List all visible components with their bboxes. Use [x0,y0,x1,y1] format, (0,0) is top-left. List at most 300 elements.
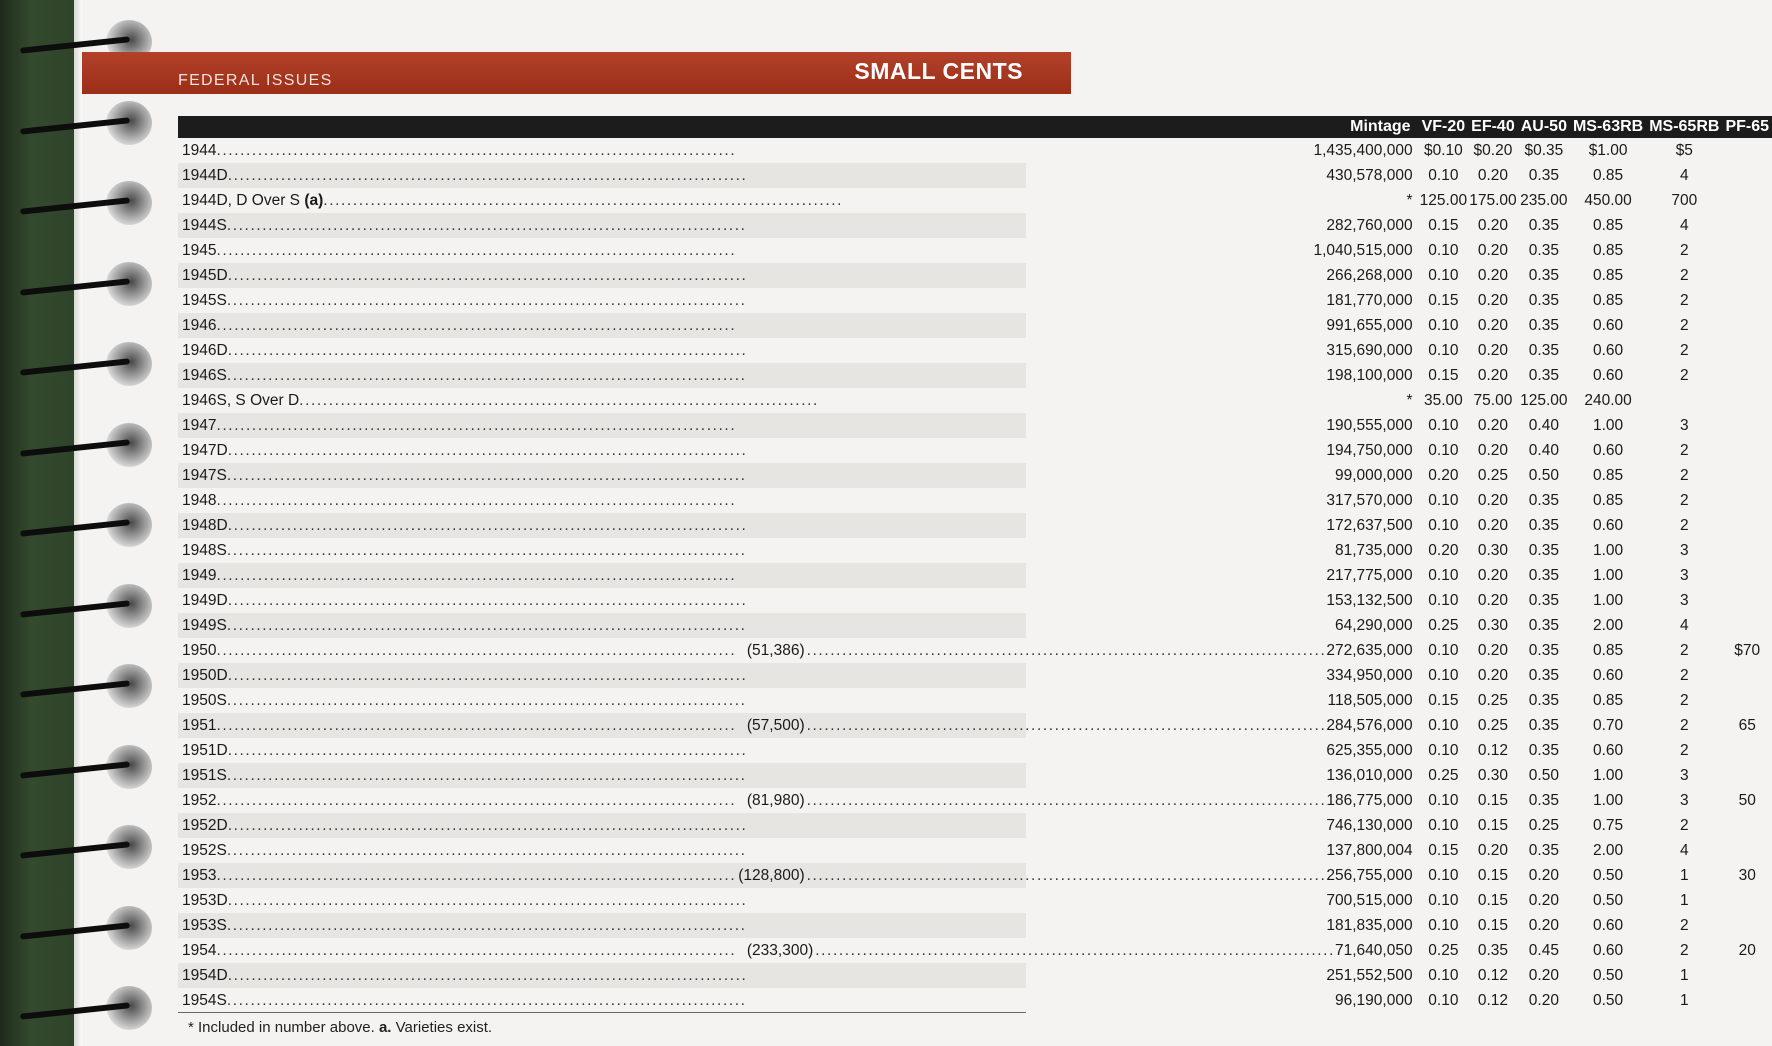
leader-dots [228,738,1327,763]
price-au50: 0.20 [1528,967,1559,984]
leader-dots [216,313,1326,338]
price-vf20: 0.25 [1428,942,1459,959]
price-au50: $0.35 [1524,142,1564,159]
price-pf65 [1722,913,1772,938]
price-pf65 [1722,888,1772,913]
price-pf65: 30 [1738,867,1756,884]
price-ms65: 1 [1680,967,1689,984]
price-au50: 0.35 [1528,567,1559,584]
price-au50: 0.35 [1528,792,1559,809]
table-row [178,513,1772,538]
binding-coil [20,262,158,306]
mintage: 198,100,000 [1326,367,1413,384]
table-row [178,738,1772,763]
price-au50: 0.35 [1528,592,1559,609]
row-label-cell [178,213,1419,238]
table-row [178,338,1772,363]
price-ms63: 0.85 [1593,642,1624,659]
price-ms63: 0.85 [1593,217,1624,234]
mintage: * [1406,192,1413,209]
col-header-ms65rb: MS-65RB [1646,116,1722,138]
price-ms63: 0.60 [1593,667,1624,684]
price-vf20: 0.10 [1428,242,1459,259]
coin-date: 1947S [182,467,227,484]
price-ms63: 0.85 [1593,267,1624,284]
price-au50: 0.20 [1528,992,1559,1009]
leader-dots [228,888,1327,913]
leader-dots [227,288,1327,313]
price-vf20: 0.10 [1428,167,1459,184]
row-label-cell [178,913,1419,938]
row-label-cell [178,288,1419,313]
binding-coil [20,503,158,547]
binding-coil [20,745,158,789]
price-pf65 [1722,513,1772,538]
table-row [178,213,1772,238]
price-pf65 [1722,288,1772,313]
coin-date: 1949 [182,567,217,584]
price-au50: 0.35 [1528,617,1559,634]
price-ef40: 175.00 [1469,192,1517,209]
mintage: 172,637,500 [1326,517,1413,534]
price-au50: 0.20 [1528,892,1559,909]
price-pf65 [1722,738,1772,763]
row-label-cell [178,613,1419,638]
table-row [178,563,1772,588]
row-label-cell [178,688,1419,713]
price-ef40: 0.20 [1477,592,1509,609]
table-row [178,488,1772,513]
price-ms65: 2 [1680,642,1689,659]
mintage: 153,132,500 [1326,592,1413,609]
price-ef40: 0.30 [1477,617,1509,634]
row-label-cell [178,488,1419,513]
price-ms63: 0.60 [1593,367,1624,384]
price-ef40: 0.12 [1477,742,1509,759]
variety-note: (a) [304,192,324,209]
mintage: 334,950,000 [1326,667,1413,684]
coin-date: 1949D [182,592,228,609]
price-ef40: 75.00 [1473,392,1513,409]
price-pf65 [1722,838,1772,863]
price-vf20: 0.10 [1428,592,1459,609]
price-vf20: 0.20 [1428,542,1459,559]
table-row [178,813,1772,838]
price-ms65: 2 [1680,817,1689,834]
price-vf20: 0.10 [1428,792,1459,809]
price-pf65 [1722,138,1772,163]
table-row [178,838,1772,863]
row-label-cell [178,788,1419,813]
table-row [178,638,1772,663]
price-ef40: 0.30 [1477,767,1509,784]
price-vf20: 0.10 [1428,417,1459,434]
price-ef40: 0.25 [1477,717,1509,734]
price-ms63: 1.00 [1593,542,1624,559]
price-vf20: 0.10 [1428,492,1459,509]
footnote [188,1019,492,1036]
proof-mintage: (51,386) [746,642,805,659]
price-au50: 0.50 [1528,767,1559,784]
coin-date: 1946S, S Over D [182,392,300,409]
mintage: 71,640,050 [1335,942,1413,959]
price-vf20: $0.10 [1423,142,1463,159]
leader-dots [228,438,1327,463]
table-row [178,313,1772,338]
price-ef40: 0.15 [1477,867,1509,884]
table-row [178,413,1772,438]
row-label-cell [178,338,1419,363]
mintage: 256,755,000 [1326,867,1413,884]
leader-dots [807,638,1327,663]
proof-mintage: (57,500) [746,717,805,734]
price-ms65: 2 [1680,267,1689,284]
col-header-vf20: VF-20 [1419,116,1469,138]
price-au50: 0.35 [1528,842,1559,859]
price-ms63: 1.00 [1593,567,1624,584]
leader-dots [227,688,1328,713]
table-row [178,588,1772,613]
price-pf65 [1722,388,1772,413]
table-row [178,263,1772,288]
price-ms65: 3 [1680,417,1689,434]
leader-dots [216,713,744,738]
binding-coil [20,906,158,950]
table-row [178,663,1772,688]
row-label-cell [178,763,1419,788]
leader-dots [216,488,1326,513]
table-row [178,763,1772,788]
price-vf20: 0.15 [1428,292,1459,309]
price-vf20: 0.10 [1428,567,1459,584]
price-ms65: 1 [1680,892,1689,909]
coin-date: 1945 [182,242,217,259]
row-label-cell [178,838,1419,863]
row-label-cell [178,863,1419,888]
table-row [178,288,1772,313]
coin-date: 1951S [182,767,227,784]
table-row [178,438,1772,463]
price-pf65 [1722,488,1772,513]
leader-dots [228,963,1327,988]
price-au50: 0.35 [1528,517,1559,534]
price-ms63: 0.70 [1593,717,1624,734]
row-label-cell [178,713,1419,738]
price-pf65: $70 [1734,642,1761,659]
price-ms63: 0.60 [1593,742,1624,759]
price-ef40: 0.20 [1477,317,1509,334]
price-pf65 [1722,413,1772,438]
col-header-au50: AU-50 [1518,116,1570,138]
price-pf65 [1722,663,1772,688]
leader-dots [228,513,1327,538]
mintage: 282,760,000 [1326,217,1413,234]
row-label-cell [178,513,1419,538]
row-label-cell [178,888,1419,913]
price-ms63: 2.00 [1593,617,1624,634]
coin-date: 1952 [182,792,217,809]
footnote-a-label: a. [378,1019,392,1036]
price-ms63: 0.85 [1593,692,1624,709]
price-ef40: 0.25 [1477,692,1509,709]
leader-dots [228,813,1327,838]
price-pf65 [1722,813,1772,838]
coin-date: 1950D [182,667,228,684]
table-row [178,938,1772,963]
price-ef40: 0.25 [1477,467,1509,484]
price-ef40: 0.20 [1477,667,1509,684]
mintage: 315,690,000 [1326,342,1413,359]
price-vf20: 0.10 [1428,517,1459,534]
row-label-cell [178,463,1419,488]
table-header-row [178,116,1772,138]
price-ms65 [1646,388,1722,413]
table-row [178,463,1772,488]
mintage: 272,635,000 [1326,642,1413,659]
price-ms63: 240.00 [1584,392,1632,409]
price-ms63: 0.60 [1593,317,1624,334]
mintage: 194,750,000 [1326,442,1413,459]
price-ms63: 0.85 [1593,167,1624,184]
price-ms65: 1 [1680,867,1689,884]
price-au50: 0.35 [1528,367,1559,384]
price-ef40: 0.20 [1477,342,1509,359]
price-ms63: 2.00 [1593,842,1624,859]
price-pf65 [1722,313,1772,338]
price-au50: 0.35 [1528,492,1559,509]
price-pf65 [1722,338,1772,363]
page-title: SMALL CENTS [854,58,1023,84]
col-header-ef40: EF-40 [1468,116,1518,138]
price-ms63: 1.00 [1593,767,1624,784]
price-ef40: 0.35 [1477,942,1509,959]
price-vf20: 35.00 [1423,392,1463,409]
price-au50: 125.00 [1520,392,1568,409]
price-pf65: 20 [1738,942,1756,959]
leader-dots [227,463,1335,488]
price-ms63: 0.85 [1593,467,1624,484]
leader-dots [227,538,1335,563]
price-ms65: 2 [1680,917,1689,934]
price-ms63: 1.00 [1593,792,1624,809]
price-ef40: 0.15 [1477,917,1509,934]
binding-coil [20,423,158,467]
col-header-pf65: PF-65 [1722,116,1772,138]
price-au50: 0.40 [1528,417,1559,434]
price-ef40: 0.20 [1477,567,1509,584]
price-vf20: 0.10 [1428,917,1459,934]
binding-coil [20,101,158,145]
mintage: 284,576,000 [1326,717,1413,734]
coin-date: 1944S [182,217,227,234]
price-au50: 0.35 [1528,717,1559,734]
price-ms65: $5 [1675,142,1693,159]
leader-dots [227,988,1335,1013]
mintage: 251,552,500 [1326,967,1413,984]
coin-date: 1944D, D Over S (a) [182,192,324,209]
proof-mintage: (81,980) [746,792,805,809]
price-ms65: 1 [1680,992,1689,1009]
coin-date: 1948S [182,542,227,559]
price-au50: 0.35 [1528,667,1559,684]
price-ef40: 0.20 [1477,242,1509,259]
price-vf20: 0.15 [1428,842,1459,859]
row-label-cell [178,638,1419,663]
price-table [178,116,1772,1013]
leader-dots [807,788,1327,813]
price-ef40: 0.20 [1477,417,1509,434]
price-pf65 [1722,163,1772,188]
row-label-cell [178,138,1419,163]
price-ef40: 0.12 [1477,992,1509,1009]
price-au50: 0.20 [1528,917,1559,934]
binding-coil [20,664,158,708]
price-ms65: 2 [1680,492,1689,509]
leader-dots [216,638,744,663]
price-ms63: 1.00 [1593,417,1624,434]
coin-date: 1953 [182,867,217,884]
price-ef40: 0.20 [1477,492,1509,509]
price-pf65: 50 [1738,792,1756,809]
binding-coil [20,181,158,225]
table-body [178,138,1772,1013]
mintage: * [1406,392,1413,409]
price-ms63: 450.00 [1584,192,1632,209]
price-ms65: 2 [1680,942,1689,959]
row-label-cell [178,438,1419,463]
coin-date: 1953D [182,892,228,909]
col-header-ms63rb: MS-63RB [1570,116,1646,138]
mintage: 266,268,000 [1326,267,1413,284]
price-ms63: $1.00 [1588,142,1628,159]
coin-date: 1954 [182,942,217,959]
leader-dots [216,863,736,888]
coin-date: 1950 [182,642,217,659]
price-ms63: 0.75 [1593,817,1624,834]
price-au50: 0.40 [1528,442,1559,459]
proof-mintage: (233,300) [746,942,814,959]
row-label-cell [178,263,1419,288]
price-vf20: 0.10 [1428,442,1459,459]
price-ms65: 2 [1680,292,1689,309]
price-au50: 235.00 [1520,192,1568,209]
price-ms65: 2 [1680,742,1689,759]
coin-date: 1951 [182,717,217,734]
leader-dots [228,588,1327,613]
footnote-star: * Included in number above. [188,1019,375,1036]
price-ef40: 0.20 [1477,167,1509,184]
price-ef40: 0.20 [1477,217,1509,234]
coin-date: 1951D [182,742,228,759]
row-label-cell [178,563,1419,588]
price-ms63: 0.60 [1593,517,1624,534]
price-ms65: 2 [1680,442,1689,459]
coin-date: 1946S [182,367,227,384]
mintage: 700,515,000 [1326,892,1413,909]
price-au50: 0.35 [1528,742,1559,759]
price-ef40: 0.15 [1477,892,1509,909]
price-pf65 [1722,438,1772,463]
coin-date: 1952D [182,817,228,834]
price-au50: 0.45 [1528,942,1559,959]
leader-dots [216,563,1326,588]
price-vf20: 125.00 [1419,192,1468,209]
section-title: FEDERAL ISSUES [178,72,333,89]
table-row [178,888,1772,913]
price-pf65 [1722,213,1772,238]
price-ms63: 0.85 [1593,242,1624,259]
coin-date: 1944 [182,142,217,159]
leader-dots [227,613,1335,638]
price-pf65 [1722,588,1772,613]
row-label-cell [178,388,1419,413]
mintage: 136,010,000 [1326,767,1413,784]
row-label-cell [178,663,1419,688]
price-ms63: 0.50 [1593,967,1624,984]
table-row [178,163,1772,188]
price-vf20: 0.20 [1428,467,1459,484]
row-label-cell [178,413,1419,438]
price-ms65: 2 [1680,692,1689,709]
price-au50: 0.25 [1528,817,1559,834]
price-ms63: 0.50 [1593,867,1624,884]
row-label-cell [178,313,1419,338]
price-au50: 0.35 [1528,342,1559,359]
price-pf65 [1722,963,1772,988]
price-vf20: 0.10 [1428,717,1459,734]
coin-date: 1948 [182,492,217,509]
mintage: 99,000,000 [1335,467,1413,484]
mintage: 137,800,004 [1326,842,1413,859]
price-ef40: 0.20 [1477,292,1509,309]
table-row [178,988,1772,1013]
leader-dots [216,138,1313,163]
price-ms65: 3 [1680,767,1689,784]
price-vf20: 0.10 [1428,967,1459,984]
price-pf65 [1722,463,1772,488]
price-ms65: 2 [1680,717,1689,734]
leader-dots [216,413,1326,438]
leader-dots [227,763,1327,788]
price-ef40: 0.20 [1477,642,1509,659]
coin-date: 1954D [182,967,228,984]
leader-dots [216,938,744,963]
price-ef40: 0.20 [1477,367,1509,384]
price-ms65: 2 [1680,317,1689,334]
coin-date: 1945S [182,292,227,309]
price-ef40: 0.20 [1477,267,1509,284]
price-vf20: 0.10 [1428,267,1459,284]
price-vf20: 0.10 [1428,642,1459,659]
price-vf20: 0.15 [1428,692,1459,709]
table-row [178,388,1772,413]
price-vf20: 0.10 [1428,667,1459,684]
price-pf65 [1722,238,1772,263]
mintage: 746,130,000 [1326,817,1413,834]
price-ef40: 0.20 [1477,842,1509,859]
binding-coil [20,825,158,869]
price-ms63: 0.60 [1593,942,1624,959]
price-au50: 0.20 [1528,867,1559,884]
price-vf20: 0.10 [1428,892,1459,909]
price-vf20: 0.15 [1428,367,1459,384]
price-vf20: 0.25 [1428,767,1459,784]
price-ms65: 2 [1680,467,1689,484]
price-ms63: 1.00 [1593,592,1624,609]
price-au50: 0.50 [1528,467,1559,484]
row-label-cell [178,163,1419,188]
mintage: 217,775,000 [1326,567,1413,584]
